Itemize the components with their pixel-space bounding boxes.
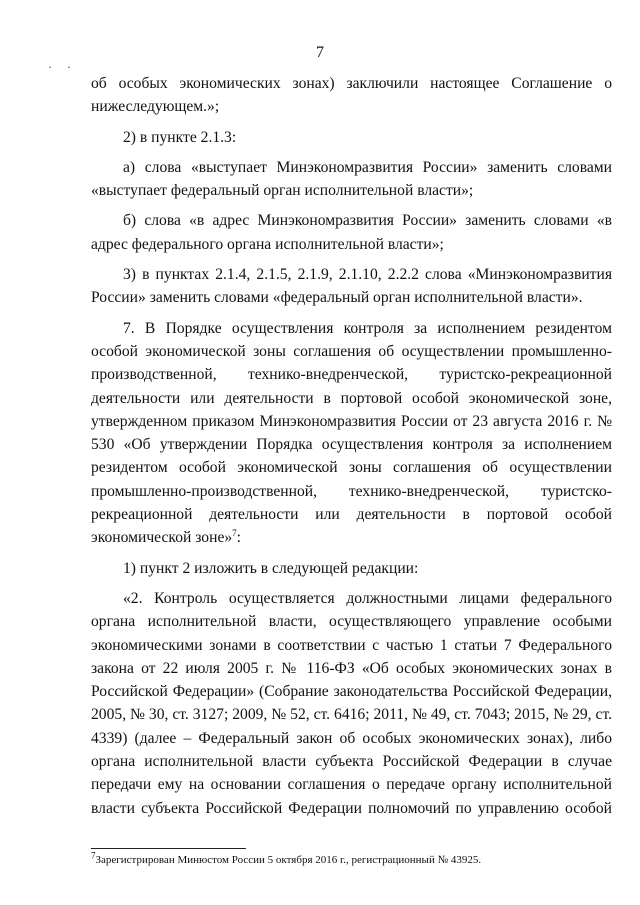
footnote-mark: 7 [91,850,96,861]
scan-specks: · · [48,60,77,74]
paragraph-section-7: 7. В Порядке осуществления контроля за исполнением резидентом особой экономической зоны соглашения об осуществлении промышленно-производственной, технико-внедренческой, туристско-рекреационной деятельности или деятельности в портовой особой экономической зоне, утвержденном приказом Минэкономразвития России от 23 августа 2016 г. № 530 «Об утверждении Порядка осуществления контроля за исполнением резидентом особой экономической зоны соглашения об осуществлении промышленно-производственной, технико-внедренческой, туристско-рекреационной деятельности или деятельности в портовой особой экономической зоне»$^7$: [91,319,612,547]
page-number: 7 [316,44,324,61]
paragraph-continuation: об особых экономических зонах) заключили настоящее Соглашение о нижеследующем.»; [91,75,612,116]
footnote [91,850,612,867]
footnote-separator [91,848,246,849]
paragraph-item-3: 3) в пунктах 2.1.4, 2.1.5, 2.1.9, 2.1.10, 2.2.2 слова «Минэкономразвития России» заменить словами «федеральный орган исполнительной власти». [91,266,612,307]
paragraph-subitem-1: 1) пункт 2 изложить в следующей редакции: [123,559,419,577]
paragraph-item-2b: б) слова «в адрес Минэкономразвития России» заменить словами «в адрес федерального органа исполнительной власти»; [91,212,612,253]
paragraph-item-2a: а) слова «выступает Минэкономразвития России» заменить словами «выступает федеральный орган исполнительной власти»; [91,158,612,200]
paragraph-item-2: 2) в пункте 2.1.3: [123,128,237,146]
paragraph-quoted-item-2: «2. Контроль осуществляется должностными лицами федерального органа исполнительной власти, осуществляющего управление особыми экономическими зонами в соответствии с частью 1 статьи 7 Федерального закона от 22 июля 2005 г. № 116-ФЗ «Об особых экономических зонах в Российской Федерации» (Собрание законодательства Российской Федерации, 2005, № 30, ст. 3127; 2009, № 52, ст. 6416; 2011, № 49, ст. 7043; 2015, № 29, ст. 4339) (далее – Федеральный закон об особых экономических зонах), либо органа исполнительной власти субъекта Российской Федерации в случае передачи ему на основании соглашения о передаче органу исполнительной власти субъекта Российской Федерации полномочий по управлению особой [91,589,612,817]
footnote-reference: 7 [232,528,237,539]
footnote-text: Зарегистрирован Минюстом России 5 октября 2016 г., регистрационный № 43925. [95,854,482,866]
document-body [91,72,612,827]
